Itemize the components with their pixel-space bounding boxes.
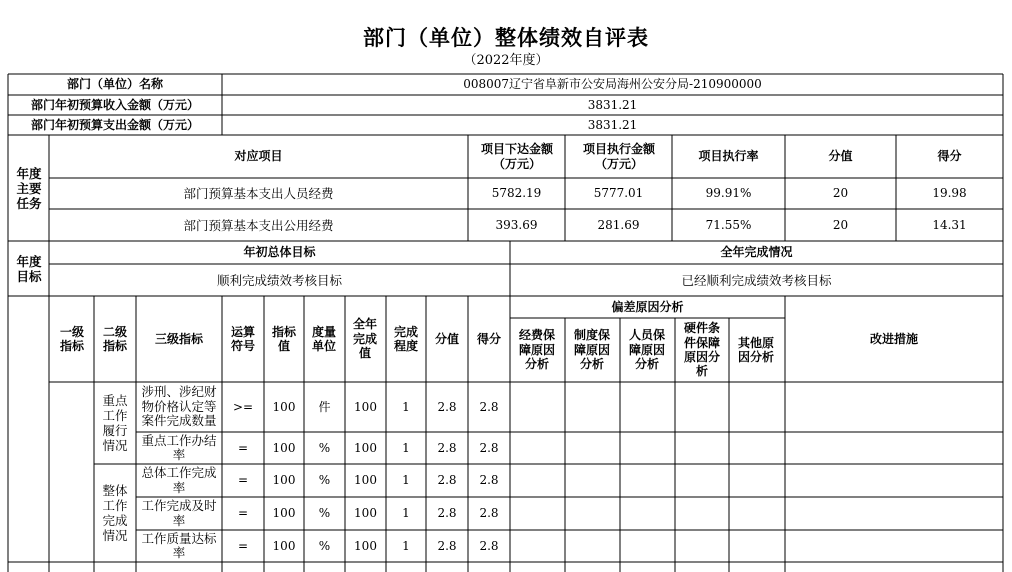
- indicator-row-4-unit: %: [318, 506, 331, 521]
- indicator-row-3-unit: %: [318, 473, 331, 488]
- indicator-row-1-degree: 1: [402, 399, 410, 414]
- task-row-2-score: 14.31: [932, 217, 967, 232]
- unit-name-value: 008007辽宁省阜新市公安局海州公安分局-210900000: [463, 77, 762, 92]
- ind-header-dev-funding: 经费保障原因分析: [518, 328, 555, 372]
- task-row-2-name: 部门预算基本支出公用经费: [183, 217, 334, 233]
- indicator-row-4-operator: =: [237, 506, 249, 521]
- expense-budget-value: 3831.21: [587, 117, 638, 132]
- ind-header-level3: 三级指标: [154, 331, 203, 346]
- page-subtitle: （2022年度）: [463, 53, 549, 68]
- indicator-row-4-degree: 1: [402, 506, 410, 521]
- indicator-row-5-degree: 1: [402, 538, 410, 553]
- ind-header-level2: 二级指标: [102, 324, 127, 353]
- tasks-section-label: 年度主要任务: [16, 165, 42, 211]
- task-row-2-rate: 71.55%: [705, 217, 752, 232]
- ind-header-unit: 度量单位: [311, 324, 336, 353]
- ind-header-score: 得分: [476, 331, 501, 346]
- ind-header-level1: 一级指标: [59, 324, 84, 353]
- task-row-2-score-value: 20: [832, 217, 849, 232]
- indicator-row-2-unit: %: [318, 440, 331, 455]
- unit-name-label: 部门（单位）名称: [66, 77, 163, 92]
- indicator-row-1-operator: >=: [232, 399, 254, 414]
- indicator-row-2-degree: 1: [402, 440, 410, 455]
- indicator-row-3-degree: 1: [402, 473, 410, 488]
- indicator-row-5-score: 2.8: [479, 538, 499, 553]
- indicator-row-5-score-value: 2.8: [437, 538, 457, 553]
- tasks-header-score: 得分: [937, 149, 962, 164]
- indicator-row-5-unit: %: [318, 538, 331, 553]
- task-row-1-issued: 5782.19: [491, 186, 542, 201]
- indicator-row-3-value: 100: [272, 473, 296, 488]
- indicator-row-1-score-value: 2.8: [437, 399, 457, 414]
- indicator-row-1-unit: 件: [318, 399, 331, 414]
- indicator-row-4-score: 2.8: [479, 506, 499, 521]
- indicator-row-1-score: 2.8: [479, 399, 499, 414]
- indicator-row-3-score-value: 2.8: [437, 473, 457, 488]
- income-budget-value: 3831.21: [587, 97, 638, 112]
- goals-initial-header: 年初总体目标: [243, 245, 316, 260]
- goals-completion-value: 已经顺利完成绩效考核目标: [681, 272, 832, 288]
- ind-header-degree: 完成程度: [393, 324, 418, 353]
- indicator-row-4-score-value: 2.8: [437, 506, 457, 521]
- task-row-1-rate: 99.91%: [705, 186, 752, 201]
- indicator-row-2-score: 2.8: [479, 440, 499, 455]
- indicator-row-2-value: 100: [272, 440, 296, 455]
- indicator-row-3-score: 2.8: [479, 473, 499, 488]
- goals-initial-value: 顺利完成绩效考核目标: [216, 272, 342, 288]
- indicator-row-4-level3: 工作完成及时率: [141, 498, 217, 528]
- indicator-row-2-score-value: 2.8: [437, 440, 457, 455]
- indicator-row-2-level3: 重点工作办结率: [141, 432, 217, 462]
- task-row-1-name: 部门预算基本支出人员经费: [183, 186, 334, 201]
- tasks-header-executed: 项目执行金额（万元）: [582, 142, 655, 171]
- task-row-2-executed: 281.69: [597, 217, 640, 232]
- ind-header-actual: 全年完成值: [352, 317, 377, 361]
- task-row-1-score-value: 20: [832, 186, 849, 201]
- indicator-row-2-actual: 100: [354, 440, 377, 455]
- page-title: 部门（单位）整体绩效自评表: [363, 26, 649, 50]
- task-row-1-executed: 5777.01: [593, 186, 644, 201]
- indicator-row-5-actual: 100: [354, 538, 377, 553]
- ind-header-deviation: 偏差原因分析: [611, 299, 684, 314]
- ind-header-improvement: 改进措施: [869, 331, 918, 346]
- indicator-row-1-value: 100: [272, 399, 296, 414]
- ind-group-1-level2: 重点工作履行情况: [102, 393, 128, 453]
- ind-header-dev-system: 制度保障原因分析: [573, 328, 610, 372]
- indicator-row-3-operator: =: [237, 473, 249, 488]
- indicator-row-5-level3: 工作质量达标率: [141, 530, 217, 560]
- tasks-header-project: 对应项目: [234, 149, 283, 164]
- indicator-row-4-actual: 100: [354, 506, 377, 521]
- ind-header-dev-other: 其他原因分析: [737, 335, 774, 364]
- indicator-row-2-operator: =: [237, 440, 249, 455]
- income-budget-label: 部门年初预算收入金额（万元）: [30, 97, 199, 112]
- indicator-row-4-value: 100: [272, 506, 296, 521]
- tasks-header-issued: 项目下达金额（万元）: [480, 142, 553, 171]
- ind-header-operator: 运算符号: [230, 324, 255, 353]
- expense-budget-label: 部门年初预算支出金额（万元）: [30, 117, 199, 132]
- ind-header-dev-staff: 人员保障原因分析: [628, 328, 665, 372]
- tasks-header-rate: 项目执行率: [698, 149, 759, 164]
- ind-group-2-level2: 整体工作完成情况: [102, 483, 128, 543]
- tasks-header-score-value: 分值: [828, 149, 853, 164]
- task-row-1-score: 19.98: [932, 186, 967, 201]
- task-row-2-issued: 393.69: [495, 217, 538, 232]
- ind-header-dev-hardware: 硬件条件保障原因分析: [683, 321, 720, 379]
- indicator-row-1-actual: 100: [354, 399, 377, 414]
- indicator-row-5-value: 100: [272, 538, 296, 553]
- goals-section-label: 年度目标: [16, 253, 42, 284]
- goals-completion-header: 全年完成情况: [720, 245, 793, 260]
- indicator-row-5-operator: =: [237, 538, 249, 553]
- ind-header-score-value: 分值: [434, 331, 459, 346]
- ind-header-value: 指标值: [271, 324, 296, 353]
- indicator-row-1-level3: 涉刑、涉纪财物价格认定等案件完成数量: [141, 384, 217, 429]
- indicator-row-3-level3: 总体工作完成率: [141, 465, 217, 495]
- indicator-row-3-actual: 100: [354, 473, 377, 488]
